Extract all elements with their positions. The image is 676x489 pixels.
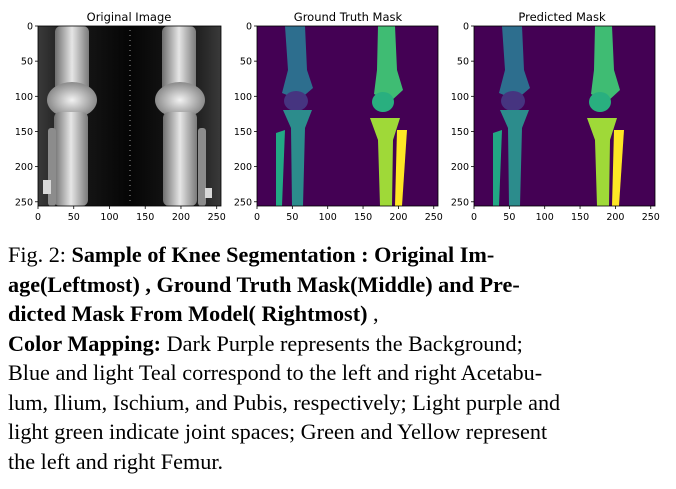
y-tick-label: 50 xyxy=(20,56,33,68)
y-tick-label: 100 xyxy=(450,91,469,103)
x-tick-label: 250 xyxy=(424,212,443,223)
y-tick-label: 100 xyxy=(233,91,252,103)
y-tick-label: 250 xyxy=(450,197,469,209)
x-tick-label: 200 xyxy=(171,212,191,223)
y-tick-label: 250 xyxy=(233,197,252,209)
y-tick-label: 0 xyxy=(462,21,469,33)
x-tick-label: 200 xyxy=(389,212,408,223)
x-tick-label: 0 xyxy=(253,212,261,223)
figure-panels xyxy=(0,0,676,230)
y-tick-label: 200 xyxy=(233,162,252,174)
x-tick-label: 150 xyxy=(353,212,373,223)
y-tick-label: 0 xyxy=(245,21,252,33)
y-tick-label: 150 xyxy=(14,126,33,138)
right-joint-space xyxy=(372,92,394,112)
caption-title-line-1: Sample of Knee Segmentation : Original Im- xyxy=(71,242,495,267)
caption-prefix: Fig. 2: xyxy=(8,242,66,267)
x-tick-label: 100 xyxy=(535,212,554,223)
right-joint-space xyxy=(589,92,611,112)
x-tick-label: 150 xyxy=(570,212,590,223)
x-tick-label: 50 xyxy=(503,212,516,223)
caption-line-9: the left and right Femur. xyxy=(8,448,224,474)
caption-color-mapping-label: Color Mapping: xyxy=(8,330,162,356)
xray-marker-left xyxy=(43,180,51,194)
x-tick-label: 50 xyxy=(67,212,80,223)
y-tick-label: 200 xyxy=(450,162,469,174)
figure-caption xyxy=(8,240,662,476)
caption-title-line-2: age(Leftmost) , Ground Truth Mask(Middle) and Pre- xyxy=(8,271,520,297)
x-tick-label: 150 xyxy=(136,212,155,223)
caption-line-8: light green indicate joint spaces; Green and Yellow represent xyxy=(8,419,548,444)
x-tick-label: 50 xyxy=(286,212,299,223)
caption-line-7: lum, Ilium, Ischium, and Pubis, respectively; Light purple and xyxy=(8,389,561,415)
left-joint-space xyxy=(501,91,525,111)
x-tick-label: 0 xyxy=(34,212,42,223)
panel-ground-truth-mask xyxy=(257,10,438,206)
panel-title: Predicted Mask xyxy=(518,10,606,24)
caption-title-line-3: dicted Mask From Model( Rightmost) xyxy=(8,301,368,326)
y-tick-label: 50 xyxy=(239,56,252,68)
x-tick-label: 250 xyxy=(641,212,660,223)
x-tick-label: 0 xyxy=(470,212,478,223)
y-tick-label: 100 xyxy=(14,91,33,103)
panel-original-image xyxy=(38,10,221,206)
x-tick-label: 100 xyxy=(318,212,337,223)
mask-background xyxy=(257,26,438,206)
left-joint-space xyxy=(284,91,308,111)
caption-title-suffix: , xyxy=(367,301,379,326)
panel-predicted-mask xyxy=(474,10,655,206)
y-tick-label: 150 xyxy=(233,126,252,138)
y-tick-label: 50 xyxy=(456,56,469,68)
y-tick-label: 150 xyxy=(450,126,469,138)
caption-line-5: Dark Purple represents the Background; xyxy=(161,330,523,356)
y-tick-label: 0 xyxy=(26,21,33,33)
y-tick-label: 200 xyxy=(14,162,33,174)
x-tick-label: 250 xyxy=(207,212,226,223)
xray-marker-right xyxy=(205,188,212,198)
y-tick-label: 250 xyxy=(14,197,33,209)
panel-title: Original Image xyxy=(86,10,172,24)
x-tick-label: 200 xyxy=(606,212,625,223)
caption-line-6: Blue and light Teal correspond to the left and right Acetabu- xyxy=(8,360,543,385)
mask-background xyxy=(474,26,655,206)
x-tick-label: 100 xyxy=(100,212,119,223)
panel-title: Ground Truth Mask xyxy=(293,10,403,24)
